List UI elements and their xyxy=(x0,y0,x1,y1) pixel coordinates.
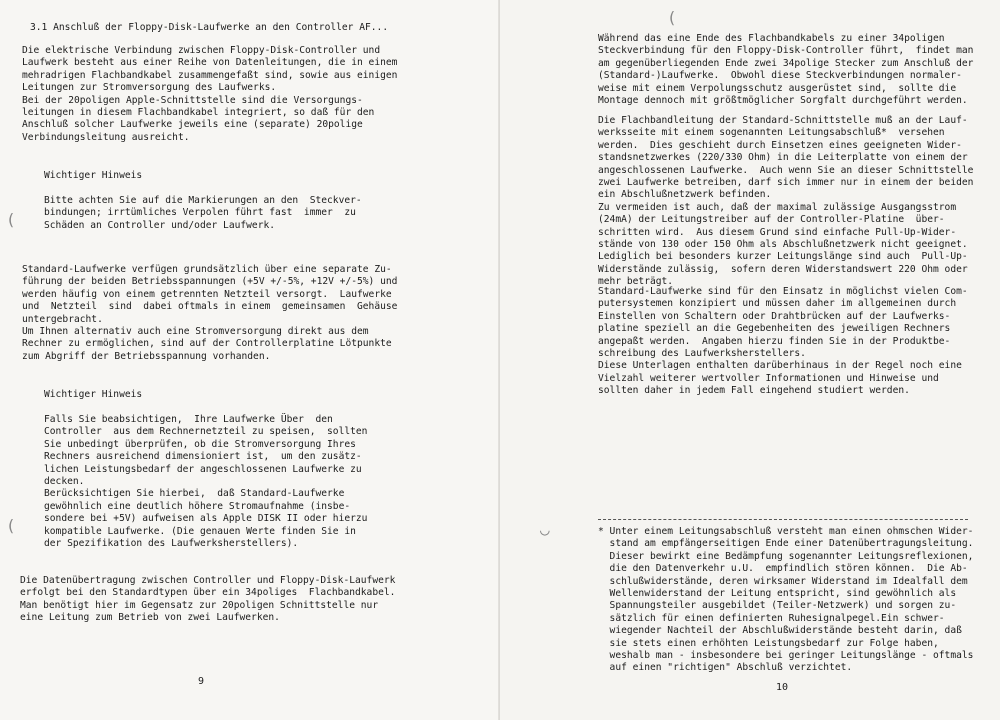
page-number-right: 10 xyxy=(776,682,789,693)
footnote-rule xyxy=(598,519,968,520)
punch-mark: ( xyxy=(6,516,16,535)
note-title-1: Wichtiger Hinweis xyxy=(44,170,143,181)
right-page xyxy=(500,0,1000,720)
punch-mark: ( xyxy=(667,8,677,27)
paragraph-configuration: Standard-Laufwerke sind für den Einsatz in möglichst vielen Com- putersystemen konzipiert und müssen daher im allgemeinen durch Einstellen von Schaltern oder Drahtbrücken auf der Laufwerks- platine speziell an die Gegebenheiten des jeweiligen Rechners angepaßt werden. Angaben hierzu finden Sie in der Produktbe- schreibung des Laufwerksherstellers. Diese Unterlagen enthalten darüberhinaus in der Regel noch eine Vielzahl weiterer wertvoller Informationen und Hinweise und sollten daher in jedem Fall eingehend studiert werden. xyxy=(598,286,968,397)
note-text-1: Bitte achten Sie auf die Markierungen an den Steckver- bindungen; irrtümliches Verpolen führt fast immer zu Schäden an Controller und/oder Laufwerk. xyxy=(44,195,362,231)
footnote: * Unter einem Leitungsabschluß versteht man einen ohmschen Wider- stand am empfängerseitigen Ende einer Datenübertragungsleitung. Dieser bewirkt eine Bedämpfung sogenannter Leitungsreflexionen, die den Datenverkehr u.U. empfindlich stören können. Die Ab- schlußwiderstände, deren wirksamer Widerstand im Idealfall dem Wellenwiderstand der Leitung entspricht, sind gewöhnlich als Spannungsteiler ausgebildet (Teiler-Netzwerk) und sorgen zu- sätzlich für einen definierten Ruhesignalpegel.Ein schwer- wiegender Nachteil der Abschlußwiderstände besteht darin, daß sie stets einen erhöhten Leistungsbedarf zur Folge haben, weshalb man - insbesondere bei geringer Leitungslänge - oftmals auf einen "richtigen" Abschluß verzichtet. xyxy=(598,526,974,674)
paragraph-standard-drives: Standard-Laufwerke verfügen grundsätzlich über eine separate Zu- führung der beiden Betriebsspannungen (+5V +/-5%, +12V +/-5%) und werden häufig von einem getrennten Netzteil versorgt. Laufwerke und Netzteil sind dabei oftmals in einem gemeinsamen Gehäuse untergebracht. Um Ihnen alternativ auch eine Stromversorgung direkt aus dem Rechner zu ermöglichen, sind auf der Controllerplatine Lötpunkte zum Abgriff der Betriebsspannung vorhanden. xyxy=(22,264,398,362)
section-heading: 3.1 Anschluß der Floppy-Disk-Laufwerke an den Controller AF... xyxy=(30,22,389,33)
page-number-left: 9 xyxy=(198,676,205,687)
paragraph-data-transfer: Die Datenübertragung zwischen Controller und Floppy-Disk-Laufwerk erfolgt bei den Standardtypen über ein 34poliges Flachbandkabel. Man benötigt hier im Gegensatz zur 20poligen Schnittstelle nur eine Leitung zum Betrieb von zwei Laufwerken. xyxy=(20,575,396,624)
paragraph-connection: Die elektrische Verbindung zwischen Floppy-Disk-Controller und Laufwerk besteht aus einer Reihe von Datenleitungen, die in einem mehradrigen Flachbandkabel zusammengefaßt sind, sowie aus einigen Leitungen zur Stromversorgung des Laufwerks. Bei der 20poligen Apple-Schnittstelle sind die Versorgungs- leitungen in diesem Flachbandkabel integriert, so daß für den Anschluß solcher Laufwerke jeweils eine (separate) 20polige Verbindungsleitung ausreicht. xyxy=(22,45,398,143)
note-text-2: Falls Sie beabsichtigen, Ihre Laufwerke Über den Controller aus dem Rechnernetzteil zu speisen, sollten Sie unbedingt überprüfen, ob die Stromversorgung Ihres Rechners ausreichend dimensioniert ist, um den zusätz- lichen Leistungsbedarf der angeschlossenen Laufwerke zu decken. Berücksichtigen Sie hierbei, daß Standard-Laufwerke gewöhnlich eine deutlich höhere Stromaufnahme (insbe- sondere bei +5V) aufweisen als Apple DISK II oder hierzu kompatible Laufwerke. (Die genauen Werte finden Sie in der Spezifikation des Laufwerksherstellers). xyxy=(44,414,368,550)
paragraph-termination: Die Flachbandleitung der Standard-Schnittstelle muß an der Lauf- werksseite mit einem sogenannten Leitungsabschluß* versehen werden. Dies geschieht durch Einsetzen eines geeigneten Wider- standsnetzwerkes (220/330 Ohm) in die Leiterplatte von einem der angeschlossenen Laufwerke. Auch wenn Sie an dieser Schnittstelle zwei Laufwerke betreiben, darf sich immer nur in einem der beiden ein Abschlußnetzwerk befinden. Zu vermeiden ist auch, daß der maximal zulässige Ausgangsstrom (24mA) der Leitungstreiber auf der Controller-Platine über- schritten wird. Aus diesem Grund sind einfache Pull-Up-Wider- stände von 130 oder 150 Ohm als Abschlußnetzwerk nicht geeignet. Lediglich bei besonders kurzer Leitungslänge sind auch Pull-Up- Widerstände zulässig, sofern deren Widerstandswert 220 Ohm oder mehr beträgt. xyxy=(598,115,974,288)
paragraph-cable-ends: Während das eine Ende des Flachbandkabels zu einer 34poligen Steckverbindung für den Floppy-Disk-Controller führt, findet man am gegenüberliegenden Ende zwei 34polige Stecker zum Anschluß der (Standard-)Laufwerke. Obwohl diese Steckverbindungen normaler- weise mit einem Verpolungsschutz ausgerüstet sind, sollte die Montage dennoch mit größtmöglicher Sorgfalt durchgeführt werden. xyxy=(598,33,974,107)
punch-mark: ( xyxy=(6,210,16,229)
punch-mark: ◡ xyxy=(540,520,550,539)
note-title-2: Wichtiger Hinweis xyxy=(44,389,143,400)
